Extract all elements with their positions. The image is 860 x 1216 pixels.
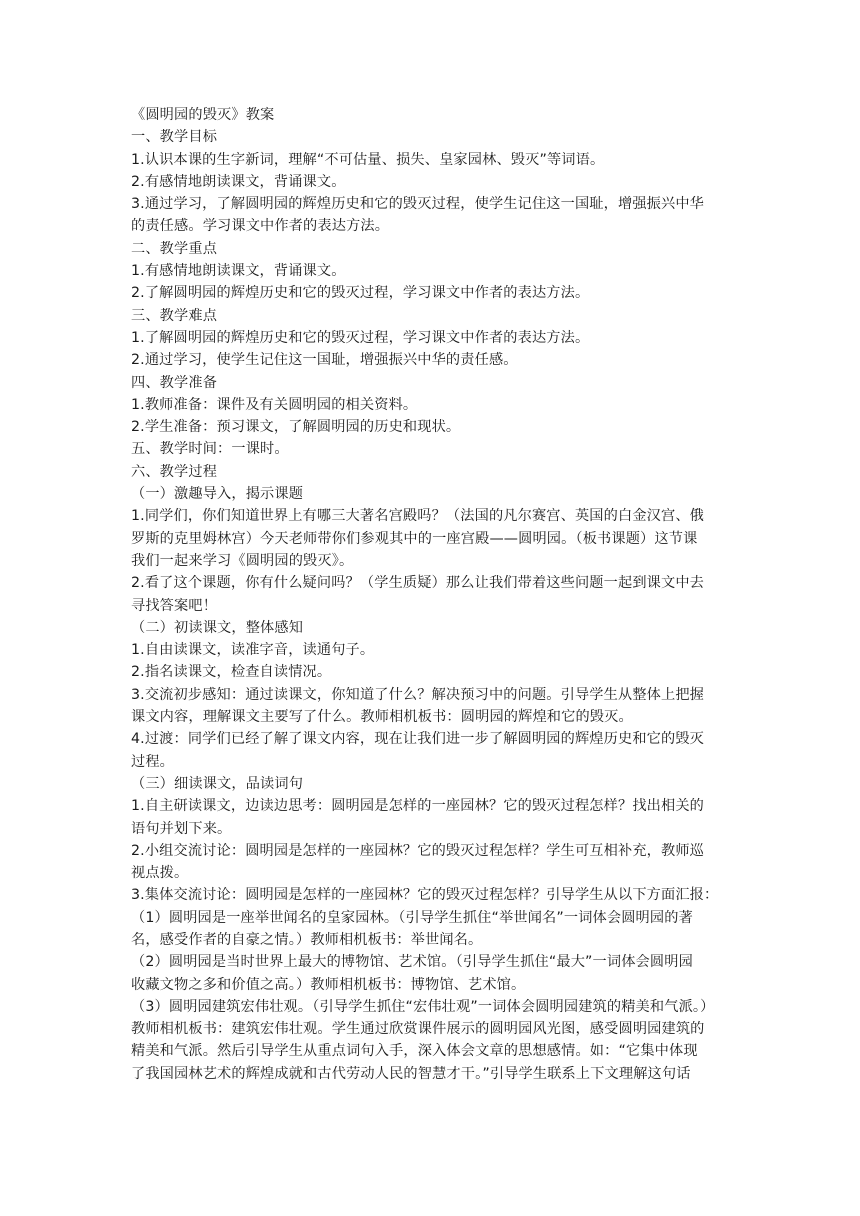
text-line: 2.了解圆明园的辉煌历史和它的毁灭过程，学习课文中作者的表达方法。 <box>131 285 590 302</box>
text-line: 1.自由读课文，读准字音，读通句子。 <box>131 642 375 659</box>
text-line: （3）圆明园建筑宏伟壮观。（引导学生抓住“宏伟壮观”一词体会圆明园建筑的精美和气派。） <box>131 998 715 1015</box>
text-line: 三、教学难点 <box>131 307 218 324</box>
lesson-plan-text <box>131 104 735 1085</box>
text-line: 语句并划下来。 <box>131 820 232 837</box>
text-line: 1.自主研读课文，边读边思考：圆明园是怎样的一座园林？它的毁灭过程怎样？找出相关的 <box>131 798 705 815</box>
text-line: 《圆明园的毁灭》教案 <box>131 107 275 123</box>
text-line: 罗斯的克里姆林宫）今天老师带你们参观其中的一座宫殿——圆明园。（板书课题）这节课 <box>131 530 698 547</box>
text-line: （二）初读课文，整体感知 <box>131 619 304 636</box>
text-line: 1.认识本课的生字新词，理解“不可估量、损失、皇家园林、毁灭”等词语。 <box>131 151 605 168</box>
text-line: 我们一起来学习《圆明园的毁灭》。 <box>131 552 354 569</box>
text-line: 1.有感情地朗读课文，背诵课文。 <box>131 263 346 280</box>
text-line: 2.学生准备：预习课文，了解圆明园的历史和现状。 <box>131 419 461 436</box>
text-line: （三）细读课文，品读词句 <box>131 775 304 792</box>
text-line: （2）圆明园是当时世界上最大的博物馆、艺术馆。（引导学生抓住“最大”一词体会圆明园 <box>131 954 693 971</box>
text-line: 2.小组交流讨论：圆明园是怎样的一座园林？它的毁灭过程怎样？学生可互相补充，教师巡 <box>131 842 705 859</box>
text-line: 二、教学重点 <box>131 240 218 257</box>
text-line: 2.指名读课文，检查自读情况。 <box>131 664 332 681</box>
text-line: 精美和气派。然后引导学生从重点词句入手，深入体会文章的思想感情。如：“它集中体现 <box>131 1043 698 1060</box>
text-line: 1.同学们，你们知道世界上有哪三大著名宫殿吗？（法国的凡尔赛宫、英国的白金汉宫、俄 <box>131 508 705 525</box>
text-line: 4.过渡：同学们已经了解了课文内容，现在让我们进一步了解圆明园的辉煌历史和它的毁灭 <box>131 731 705 748</box>
text-line: 五、教学时间：一课时。 <box>131 441 289 458</box>
text-line: 课文内容，理解课文主要写了什么。教师相机板书：圆明园的辉煌和它的毁灭。 <box>131 709 633 726</box>
text-line: 3.通过学习，了解圆明园的辉煌历史和它的毁灭过程，使学生记住这一国耻，增强振兴中华 <box>131 196 705 213</box>
text-line: 2.看了这个课题，你有什么疑问吗？（学生质疑）那么让我们带着这些问题一起到课文中去 <box>131 575 705 592</box>
text-line: （1）圆明园是一座举世闻名的皇家园林。（引导学生抓住“举世闻名”一词体会圆明园的著 <box>131 909 693 926</box>
text-line: 2.通过学习，使学生记住这一国耻，增强振兴中华的责任感。 <box>131 352 518 369</box>
text-line: 一、教学目标 <box>131 129 218 146</box>
text-line: 3.交流初步感知：通过读课文，你知道了什么？解决预习中的问题。引导学生从整体上把握 <box>131 686 705 703</box>
text-line: 名，感受作者的自豪之情。）教师相机板书：举世闻名。 <box>131 931 483 948</box>
text-line: 3.集体交流讨论：圆明园是怎样的一座园林？它的毁灭过程怎样？引导学生从以下方面汇报： <box>131 887 719 904</box>
text-line: 的责任感。学习课文中作者的表达方法。 <box>131 218 390 235</box>
text-line: 教师相机板书：建筑宏伟壮观。学生通过欣赏课件展示的圆明园风光图，感受圆明园建筑的 <box>131 1021 705 1038</box>
text-line: 1.了解圆明园的辉煌历史和它的毁灭过程，学习课文中作者的表达方法。 <box>131 329 590 346</box>
text-line: 六、教学过程 <box>131 463 218 480</box>
text-line: 过程。 <box>131 753 175 770</box>
text-line: 视点拨。 <box>131 865 189 882</box>
text-line: （一）激趣导入，揭示课题 <box>131 486 304 503</box>
text-line: 1.教师准备：课件及有关圆明园的相关资料。 <box>131 396 418 413</box>
text-line: 寻找答案吧！ <box>131 597 218 614</box>
text-line: 收藏文物之多和价值之高。）教师相机板书：博物馆、艺术馆。 <box>131 976 526 993</box>
text-line: 2.有感情地朗读课文，背诵课文。 <box>131 173 346 190</box>
text-line: 了我国园林艺术的辉煌成就和古代劳动人民的智慧才干。”引导学生联系上下文理解这句话 <box>131 1065 691 1082</box>
text-line: 四、教学准备 <box>131 374 218 391</box>
